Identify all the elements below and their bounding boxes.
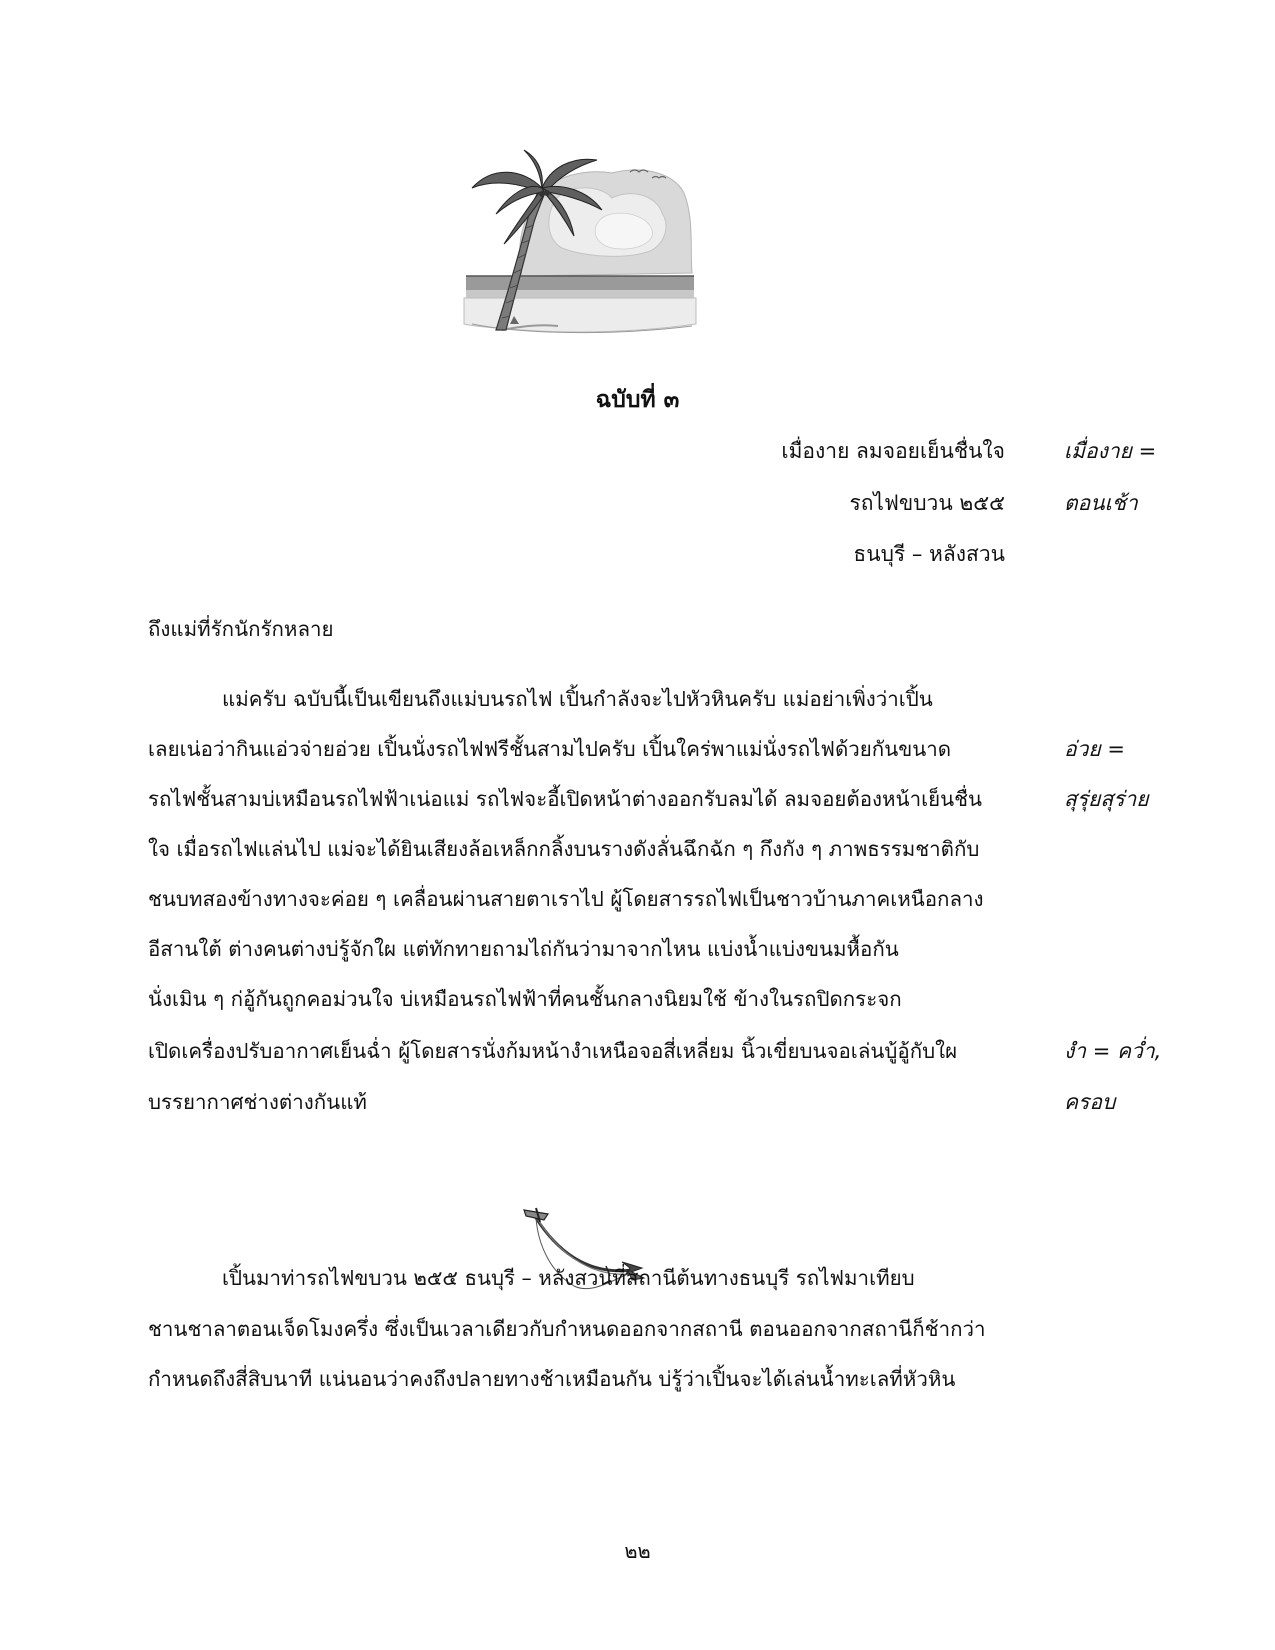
page-number: ๒๒ xyxy=(624,1539,651,1563)
margin-gloss: งำ = คว่ำ, xyxy=(1064,1039,1162,1063)
dateline-train: รถไฟขบวน ๒๕๕ xyxy=(849,491,1005,515)
letter-title: ฉบับที่ ๓ xyxy=(595,387,680,413)
body-line: รถไฟชั้นสามบ่เหมือนรถไฟฟ้าเน่อแม่ รถไฟจะอี้เปิดหน้าต่างออกรับลมได้ ลมจอยต้องหน้าเย็นชื่น xyxy=(148,787,983,811)
body-line: นั่งเมิน ๆ ก่อู้กันถูกคอม่วนใจ บ่เหมือนรถไฟฟ้าที่คนชั้นกลางนิยมใช้ ข้างในรถปิดกระจก xyxy=(148,987,902,1011)
margin-gloss: ตอนเช้า xyxy=(1064,491,1138,515)
margin-gloss: ครอบ xyxy=(1064,1090,1116,1114)
margin-gloss: อ่วย = xyxy=(1064,737,1125,761)
palm-tree-beach-illustration xyxy=(462,148,698,350)
body-line: บรรยากาศช่างต่างกันแท้ xyxy=(148,1090,367,1114)
salutation: ถึงแม่ที่รักนักรักหลาย xyxy=(148,617,334,641)
margin-gloss: เมื่องาย = xyxy=(1064,439,1157,463)
dateline-route: ธนบุรี – หลังสวน xyxy=(853,542,1005,566)
body-line: ชานชาลาตอนเจ็ดโมงครึ่ง ซึ่งเป็นเวลาเดียวกับกำหนดออกจากสถานี ตอนออกจากสถานีก็ช้ากว่า xyxy=(148,1317,986,1341)
dateline-time: เมื่องาย ลมจอยเย็นชื่นใจ xyxy=(781,439,1005,463)
body-line: เปิ้นมาท่ารถไฟขบวน ๒๕๕ ธนบุรี – หลังสวนที่สถานีต้นทางธนบุรี รถไฟมาเทียบ xyxy=(222,1266,915,1290)
body-line: ชนบทสองข้างทางจะค่อย ๆ เคลื่อนผ่านสายตาเราไป ผู้โดยสารรถไฟเป็นชาวบ้านภาคเหนือกลาง xyxy=(148,887,984,911)
body-line: แม่ครับ ฉบับนี้เป็นเขียนถึงแม่บนรถไฟ เปิ้นกำลังจะไปหัวหินครับ แม่อย่าเพิ่งว่าเปิ้น xyxy=(222,687,933,711)
body-line: ใจ เมื่อรถไฟแล่นไป แม่จะได้ยินเสียงล้อเหล็กกลิ้งบนรางดังลั่นฉึกฉัก ๆ กึงกัง ๆ ภาพธรรมชาติกับ xyxy=(148,837,980,861)
body-line: เปิดเครื่องปรับอากาศเย็นฉ่ำ ผู้โดยสารนั่งก้มหน้างำเหนือจอสี่เหลี่ยม นิ้วเขี่ยบนจอเล่นบู้อู้กับใผ xyxy=(148,1039,958,1063)
body-line: อีสานใต้ ต่างคนต่างบ่รู้จักใผ แต่ทักทายถามไถ่กันว่ามาจากไหน แบ่งน้ำแบ่งขนมหื้อกัน xyxy=(148,937,899,961)
margin-gloss: สุรุ่ยสุร่าย xyxy=(1064,787,1149,811)
body-line: กำหนดถึงสี่สิบนาที แน่นอนว่าคงถึงปลายทางช้าเหมือนกัน บ่รู้ว่าเปิ้นจะได้เล่นน้ำทะเลที่หัวหิน xyxy=(148,1367,956,1391)
body-line: เลยเน่อว่ากินแอ่วจ่ายอ่วย เปิ้นนั่งรถไฟฟรีชั้นสามไปครับ เปิ้นใคร่พาแม่นั่งรถไฟด้วยกันขนาด xyxy=(148,737,952,761)
